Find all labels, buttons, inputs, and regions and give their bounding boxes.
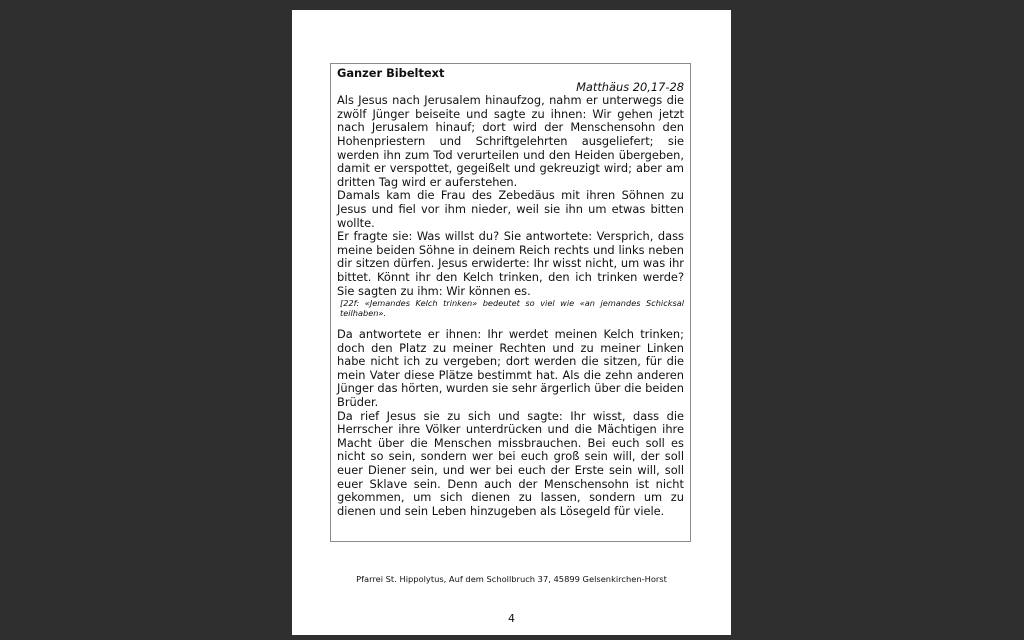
paragraph: Er fragte sie: Was willst du? Sie antwortete: Versprich, dass meine beiden Söhne in deinem Reich rechts und links neben dir sitzen dürfen. Jesus erwiderte: Ihr wisst nicht, um was ihr bittet. Könnt ihr den Kelch trinken, den ich trinken werde? Sie sagten zu ihm: Wir können es. xyxy=(337,229,684,298)
section-heading: Ganzer Bibeltext xyxy=(337,66,445,80)
bible-text-box xyxy=(330,63,691,542)
scripture-reference: Matthäus 20,17-28 xyxy=(576,79,684,94)
footnote: [22f: «Jemandes Kelch trinken» bedeutet so viel wie «an jemandes Schicksal teilhaben». xyxy=(340,298,684,319)
paragraph: Da rief Jesus sie zu sich und sagte: Ihr wisst, dass die Herrscher ihre Völker unterdrücken und die Mächtigen ihre Macht über die Menschen missbrauchen. Bei euch soll es nicht so sein, sondern wer bei euch groß sein will, der soll euer Diener sein, und wer bei euch der Erste sein will, soll euer Sklave sein. Denn auch der Menschensohn ist nicht gekommen, um sich dienen zu lassen, sondern um zu dienen und sein Leben hinzugeben als Lösegeld für viele. xyxy=(337,408,684,518)
document-page xyxy=(292,10,731,635)
paragraph: Als Jesus nach Jerusalem hinaufzog, nahm er unterwegs die zwölf Jünger beiseite und sagte zu ihnen: Wir gehen jetzt nach Jerusalem hinauf; dort wird der Menschensohn den Hohenpriestern und Schriftgelehrten ausgeliefert; sie werden ihn zum Tod verurteilen und den Heiden übergeben, damit er verspottet, gegeißelt und gekreuzigt wird; aber am dritten Tag wird er auferstehen. xyxy=(337,93,684,189)
page-number: 4 xyxy=(508,612,515,625)
paragraph: Damals kam die Frau des Zebedäus mit ihren Söhnen zu Jesus und fiel vor ihm nieder, weil sie ihn um etwas bitten wollte. xyxy=(337,188,684,230)
page-footer: Pfarrei St. Hippolytus, Auf dem Schollbruch 37, 45899 Gelsenkirchen-Horst xyxy=(356,574,667,584)
paragraph: Da antwortete er ihnen: Ihr werdet meinen Kelch trinken; doch den Platz zu meiner Rechten und zu meiner Linken habe nicht ich zu vergeben; dort werden die sitzen, für die mein Vater diese Plätze bestimmt hat. Als die zehn anderen Jünger das hörten, wurden sie sehr ärgerlich über die beiden Brüder. xyxy=(337,327,684,410)
